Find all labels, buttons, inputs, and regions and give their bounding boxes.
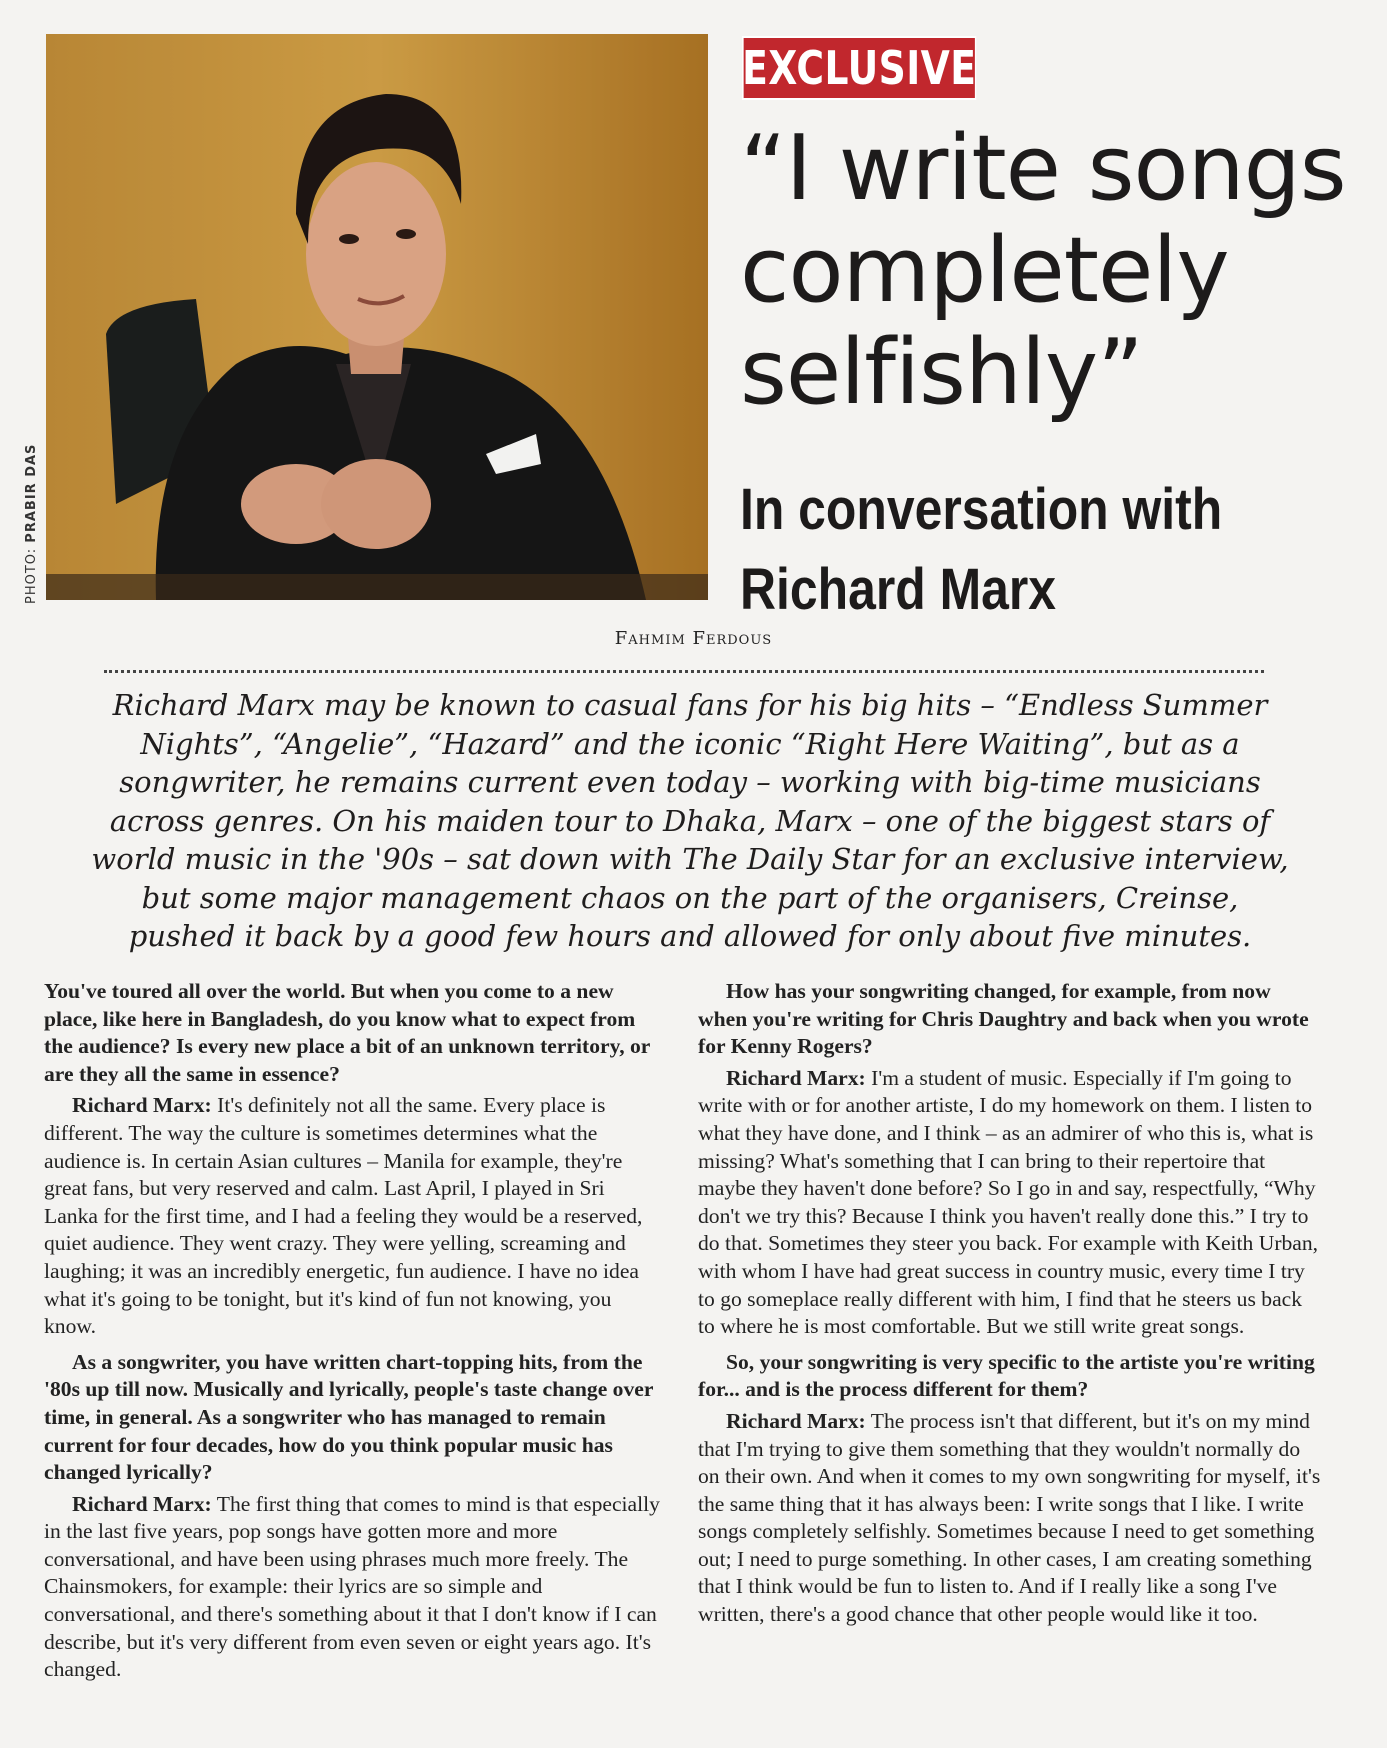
photo-credit-prefix: PHOTO: bbox=[24, 547, 39, 604]
interview-answer bbox=[44, 1491, 660, 1684]
speaker-label: Richard Marx: bbox=[72, 1491, 212, 1516]
byline: Fahmim Ferdous bbox=[614, 628, 773, 649]
photo-richard-marx bbox=[46, 34, 708, 600]
interview-question: As a songwriter, you have written chart-topping hits, from the '80s up till now. Musically and lyrically, people's taste change over time, in general. As a songwriter who has managed to remain current for four decades, how do you think popular music has changed lyrically? bbox=[44, 1349, 654, 1485]
article-column-left bbox=[44, 978, 660, 1688]
answer-text: The first thing that comes to mind is that especially in the last five years, pop songs have gotten more and more conversational, and have been using phrases much more freely. The Chainsmokers, for example: their lyrics are so simple and conversational, and there's something about it that I don't know if I can describe, but it's very different from even seven or eight years ago. It's changed. bbox=[44, 1491, 660, 1682]
intro-standfirst: Richard Marx may be known to casual fans for his big hits – “Endless Summer Nights”, “Angelie”, “Hazard” and the iconic “Right Here Waiting”, but as a songwriter, he remains current even today – working with big-time musicians across genres. On his maiden tour to Dhaka, Marx – one of the biggest stars of world music in the '90s – sat down with The Daily Star for an exclusive interview, but some major management chaos on the part of the organisers, Creinse, pushed it back by a good few hours and allowed for only about five minutes. bbox=[91, 688, 1289, 953]
article-column-right bbox=[698, 978, 1322, 1633]
speaker-label: Richard Marx: bbox=[72, 1093, 212, 1118]
headline: “I write songs completely selfishly” bbox=[740, 116, 1346, 425]
answer-text: The process isn't that different, but it's on my mind that I'm trying to give them something that they wouldn't normally do on their own. And when it comes to my own songwriting for myself, it's the same thing that it has always been: I write songs that I like. I write songs completely selfishly. Sometimes because I need to get something out; I need to purge something. In other cases, I am creating something that I think would be fun to listen to. And if I really like a song I've written, there's a good chance that other people would like it too. bbox=[698, 1408, 1321, 1627]
answer-text: I'm a student of music. Especially if I'm going to write with or for another artiste, I do my homework on them. I listen to what they have done, and I think – as an admirer of who this is, what is missing? What's something that I can bring to their repertoire that maybe they haven't done before? So I go in and say, respectfully, “Why don't we try this? Because I think you haven't really done this.” I try to do that. Sometimes they steer you back. For example with Keith Urban, with whom I have had great success in country music, every time I try to go someplace really different with him, I find that he steers us back to where he is most comfortable. But we still write great songs. bbox=[698, 1065, 1319, 1339]
photo-credit-name: PRABIR DAS bbox=[24, 443, 39, 543]
interview-answer bbox=[698, 1065, 1322, 1341]
exclusive-badge: EXCLUSIVE bbox=[742, 36, 977, 100]
dotted-divider bbox=[104, 670, 1264, 673]
interview-question: How has your songwriting changed, for example, from now when you're writing for Chris Daughtry and back when you wrote for Kenny Rogers? bbox=[698, 979, 1309, 1059]
speaker-label: Richard Marx: bbox=[726, 1408, 866, 1433]
answer-text: It's definitely not all the same. Every place is different. The way the culture is sometimes determines what the audience is. In certain Asian cultures – Manila for example, they're great fans, but very reserved and calm. Last April, I played in Sri Lanka for the first time, and I had a feeling they would be a reserved, quiet audience. They went crazy. They were yelling, screaming and laughing; it was an incredibly energetic, fun audience. I have no idea what it's going to be tonight, but it's kind of fun not knowing, you know. bbox=[44, 1093, 643, 1339]
interview-answer bbox=[698, 1408, 1322, 1629]
subheadline: In conversation with Richard Marx bbox=[740, 477, 1223, 622]
portrait-illustration bbox=[46, 34, 708, 600]
interview-question: You've toured all over the world. But when you come to a new place, like here in Bangladesh, do you know what to expect from the audience? Is every new place a bit of an unknown territory, or are they all the same in essence? bbox=[44, 979, 650, 1086]
speaker-label: Richard Marx: bbox=[726, 1065, 866, 1090]
interview-question: So, your songwriting is very specific to the artiste you're writing for... and is the process different for them? bbox=[698, 1349, 1315, 1402]
interview-answer bbox=[44, 1092, 660, 1340]
photo-credit bbox=[24, 444, 39, 604]
